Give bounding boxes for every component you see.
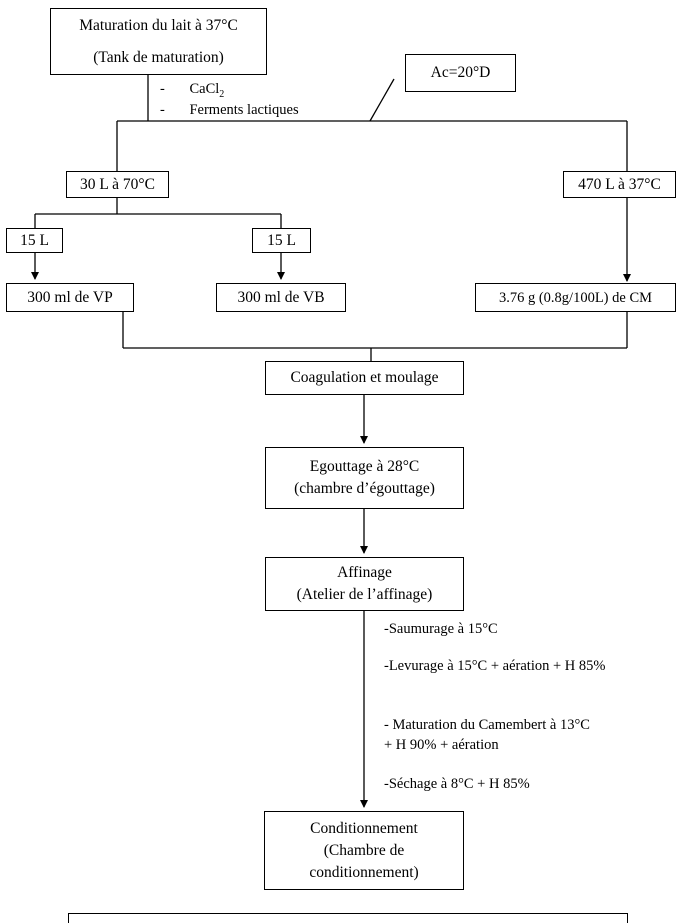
affinage-box [265,557,464,611]
egouttage-box [265,447,464,509]
egouttage-location: (chambre d’égouttage) [294,480,435,497]
bullet-1: - [160,81,165,97]
affinage-step-3: - Maturation du Camembert à 13°C + H 90% + aération [384,717,590,753]
vp-box [6,283,134,312]
cacl-label: CaCl [189,81,220,97]
maturation-location: (Tank de maturation) [93,48,224,66]
additive-ferments [160,100,299,120]
acidity-box [405,54,516,92]
right-15l-label: 15 L [267,231,296,249]
maturation-title: Maturation du lait à 37°C [79,16,238,34]
bullet-2: - [160,102,165,118]
conditionnement-title: Conditionnement [310,819,418,837]
affinage-step-2: -Levurage à 15°C + aération + H 85% [384,658,606,674]
cm-box [475,283,676,312]
vb-label: 300 ml de VB [237,288,325,306]
split-small-label: 30 L à 70°C [80,175,155,193]
left-15l-label: 15 L [20,231,49,249]
acidity-label: Ac=20°D [430,64,491,81]
conditionnement-box [264,811,464,890]
split-small-box [66,171,169,198]
right-15l-box [252,228,311,253]
egouttage-title: Egouttage à 28°C [309,458,420,475]
caption-frame-top [68,913,628,923]
split-large-label: 470 L à 37°C [578,175,661,193]
affinage-step-1: -Saumurage à 15°C [384,621,498,637]
cm-label: 3.76 g (0.8g/100L) de CM [498,289,653,306]
affinage-step-4: -Séchage à 8°C + H 85% [384,776,530,792]
split-large-box [563,171,676,198]
vb-box [216,283,346,312]
left-15l-box [6,228,63,253]
maturation-box [50,8,267,75]
affinage-location: (Atelier de l’affinage) [296,586,433,603]
affinage-title: Affinage [337,564,392,581]
coagulation-label: Coagulation et moulage [290,369,439,386]
ferments-label: Ferments lactiques [189,102,299,118]
vp-label: 300 ml de VP [27,288,113,306]
conditionnement-location-2: conditionnement) [309,863,419,881]
cacl-subscript: 2 [219,88,225,100]
conditionnement-location-1: (Chambre de [323,841,405,859]
additive-cacl2 [160,79,224,99]
coagulation-box [265,361,464,395]
